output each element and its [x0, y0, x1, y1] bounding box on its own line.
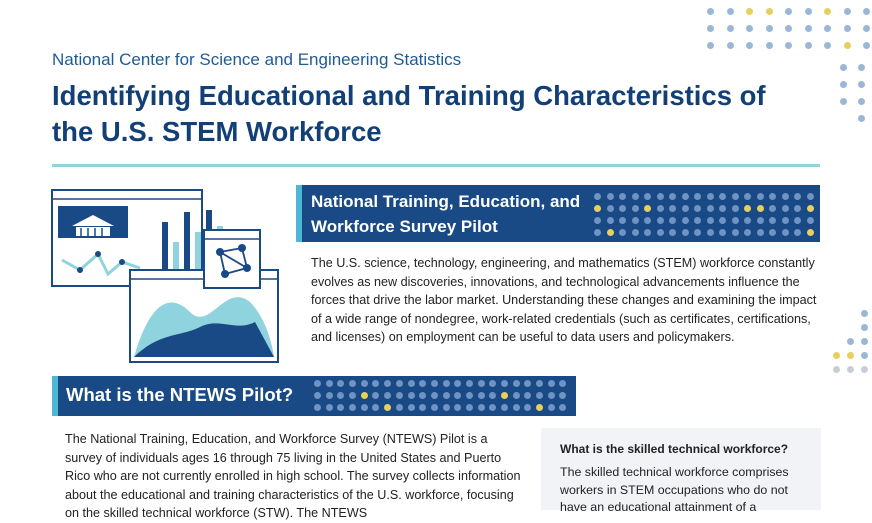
- decorative-dot: [707, 229, 714, 236]
- decorative-dot: [454, 392, 461, 399]
- decorative-dot: [757, 205, 764, 212]
- decorative-dot: [524, 380, 531, 387]
- decorative-dot: [536, 392, 543, 399]
- decorative-dot: [384, 392, 391, 399]
- decorative-dot: [384, 404, 391, 411]
- decorative-dot: [840, 98, 847, 105]
- decorative-dot: [326, 404, 333, 411]
- decorative-dot: [619, 205, 626, 212]
- decorative-dot: [489, 392, 496, 399]
- decorative-dot: [746, 42, 753, 49]
- decorative-dot: [396, 380, 403, 387]
- decorative-dot: [682, 193, 689, 200]
- decorative-dot: [707, 25, 714, 32]
- decorative-dot: [632, 193, 639, 200]
- decorative-dot: [847, 338, 854, 345]
- decorative-dot: [744, 217, 751, 224]
- decorative-dot: [840, 115, 847, 122]
- decorative-dot: [384, 380, 391, 387]
- decorative-dot: [719, 217, 726, 224]
- decorative-dot: [361, 404, 368, 411]
- decorative-dot: [727, 8, 734, 15]
- decorative-dot: [644, 229, 651, 236]
- decorative-dot: [782, 229, 789, 236]
- decorative-dot: [861, 310, 868, 317]
- decorative-dot: [408, 392, 415, 399]
- decorative-dot: [361, 392, 368, 399]
- decorative-dot: [707, 217, 714, 224]
- decorative-dot: [719, 229, 726, 236]
- decorative-dot: [782, 193, 789, 200]
- decorative-dot: [548, 404, 555, 411]
- decorative-dot: [727, 25, 734, 32]
- decorative-dot: [644, 217, 651, 224]
- decorative-dot: [594, 217, 601, 224]
- decorative-dot: [443, 380, 450, 387]
- decorative-dot: [619, 193, 626, 200]
- decorative-dot: [466, 380, 473, 387]
- decorative-dot: [314, 404, 321, 411]
- decorative-dot: [707, 205, 714, 212]
- section-banner-ntews-pilot: [296, 185, 820, 242]
- decorative-dot: [861, 324, 868, 331]
- decorative-dot: [833, 324, 840, 331]
- decorative-dot: [861, 366, 868, 373]
- decorative-dot: [682, 217, 689, 224]
- decorative-dot: [669, 205, 676, 212]
- decorative-dot: [824, 42, 831, 49]
- intro-paragraph: The U.S. science, technology, engineering, and mathematics (STEM) workforce constantly evolves as new discoveries, innovations, and technological advancements influence the forces that drive the labor market. Understanding these changes and examining the impact of a wide range of nondegree, work-related credentials (such as certificates, certifications, and licenses) on employment can be useful to data users and policymakers.: [311, 256, 817, 344]
- section-heading: National Training, Education, and Workforce Survey Pilot: [311, 192, 581, 236]
- decorative-dot: [408, 404, 415, 411]
- decorative-dot: [594, 205, 601, 212]
- decorative-dot: [431, 380, 438, 387]
- decorative-dot: [785, 25, 792, 32]
- decorative-dot: [326, 380, 333, 387]
- decorative-dot: [607, 193, 614, 200]
- decorative-dot: [766, 8, 773, 15]
- decorative-dot: [847, 366, 854, 373]
- decorative-dot: [489, 380, 496, 387]
- decorative-dot: [824, 8, 831, 15]
- decorative-dot: [707, 8, 714, 15]
- decorative-dot: [607, 229, 614, 236]
- banner-accent-bar: [52, 376, 58, 416]
- decorative-dot: [807, 205, 814, 212]
- decorative-dot: [466, 404, 473, 411]
- decorative-dot: [657, 193, 664, 200]
- decorative-dot: [833, 352, 840, 359]
- decorative-dot: [694, 205, 701, 212]
- page-title: Identifying Educational and Training Characteristics of the U.S. STEM Workforce: [52, 80, 766, 147]
- decorative-dot: [805, 25, 812, 32]
- decorative-dot: [419, 380, 426, 387]
- decorative-dot: [443, 404, 450, 411]
- decorative-dot: [669, 229, 676, 236]
- decorative-dot: [536, 404, 543, 411]
- decorative-dot: [326, 392, 333, 399]
- decorative-dot: [807, 229, 814, 236]
- decorative-dot: [513, 380, 520, 387]
- decorative-dot: [863, 42, 870, 49]
- decorative-dot: [785, 42, 792, 49]
- decorative-dot: [349, 392, 356, 399]
- decorative-dot: [559, 404, 566, 411]
- decorative-dot: [337, 404, 344, 411]
- decorative-dot-grid-top: [707, 8, 870, 49]
- sidebar-heading: What is the skilled technical workforce?: [560, 442, 789, 456]
- decorative-dot: [372, 392, 379, 399]
- decorative-dot: [396, 392, 403, 399]
- decorative-dot: [559, 380, 566, 387]
- decorative-dot: [844, 8, 851, 15]
- decorative-dot: [396, 404, 403, 411]
- decorative-dot: [805, 42, 812, 49]
- decorative-dot: [478, 392, 485, 399]
- title-divider: [52, 164, 820, 167]
- organization-name: National Center for Science and Engineering Statistics: [52, 50, 462, 69]
- decorative-dot: [419, 404, 426, 411]
- decorative-dot: [727, 42, 734, 49]
- decorative-dot: [361, 380, 368, 387]
- decorative-dot: [794, 193, 801, 200]
- decorative-dot: [858, 64, 865, 71]
- dashboard-illustration: [50, 182, 280, 367]
- decorative-dot: [501, 392, 508, 399]
- decorative-dot: [372, 404, 379, 411]
- decorative-dot: [769, 205, 776, 212]
- decorative-dot: [794, 229, 801, 236]
- decorative-dot: [478, 380, 485, 387]
- decorative-dot: [833, 366, 840, 373]
- decorative-dot: [644, 193, 651, 200]
- decorative-dot: [524, 404, 531, 411]
- decorative-dot: [732, 193, 739, 200]
- decorative-dot: [337, 380, 344, 387]
- decorative-dot: [847, 310, 854, 317]
- decorative-dot: [844, 42, 851, 49]
- decorative-dot: [805, 8, 812, 15]
- decorative-dot: [694, 229, 701, 236]
- decorative-dot: [669, 193, 676, 200]
- decorative-dot: [833, 338, 840, 345]
- decorative-dot: [682, 229, 689, 236]
- decorative-dot: [607, 205, 614, 212]
- decorative-dot: [844, 25, 851, 32]
- decorative-dot: [858, 81, 865, 88]
- decorative-dot: [478, 404, 485, 411]
- decorative-dot: [769, 229, 776, 236]
- decorative-dot: [501, 380, 508, 387]
- decorative-dot: [372, 380, 379, 387]
- decorative-dot: [513, 404, 520, 411]
- decorative-dot: [840, 64, 847, 71]
- decorative-dot: [669, 217, 676, 224]
- decorative-dot: [466, 392, 473, 399]
- decorative-dot: [454, 380, 461, 387]
- decorative-dot: [757, 229, 764, 236]
- decorative-dot: [536, 380, 543, 387]
- decorative-dot: [769, 193, 776, 200]
- decorative-dot: [408, 380, 415, 387]
- decorative-dot: [744, 193, 751, 200]
- decorative-dot: [682, 205, 689, 212]
- decorative-dot: [732, 229, 739, 236]
- decorative-dot: [431, 404, 438, 411]
- decorative-dot: [594, 229, 601, 236]
- decorative-dot: [732, 205, 739, 212]
- decorative-dot: [744, 205, 751, 212]
- decorative-dot: [707, 193, 714, 200]
- decorative-dot: [840, 81, 847, 88]
- decorative-dot: [548, 380, 555, 387]
- decorative-dot: [732, 217, 739, 224]
- decorative-dot: [746, 8, 753, 15]
- decorative-dot-grid-right: [840, 64, 865, 122]
- decorative-dot: [694, 217, 701, 224]
- decorative-dot: [707, 42, 714, 49]
- decorative-dot: [782, 217, 789, 224]
- decorative-dot: [314, 392, 321, 399]
- decorative-dot: [719, 205, 726, 212]
- decorative-dot: [782, 205, 789, 212]
- decorative-dot: [349, 404, 356, 411]
- decorative-dot: [619, 229, 626, 236]
- decorative-dot: [594, 193, 601, 200]
- sidebar-callout: [541, 428, 821, 514]
- decorative-dot: [314, 380, 321, 387]
- decorative-dot: [824, 25, 831, 32]
- decorative-dot: [757, 217, 764, 224]
- decorative-dot: [744, 229, 751, 236]
- banner-dot-pattern: [594, 193, 814, 236]
- sidebar-text: The skilled technical workforce comprises workers in STEM occupations who do not have an educational attainment of a: [560, 465, 789, 514]
- decorative-dot: [746, 25, 753, 32]
- decorative-dot: [694, 193, 701, 200]
- decorative-dot: [548, 392, 555, 399]
- decorative-dot: [861, 352, 868, 359]
- decorative-dot: [769, 217, 776, 224]
- decorative-dot: [863, 8, 870, 15]
- section-banner-what-is: [52, 376, 576, 416]
- decorative-dot: [607, 217, 614, 224]
- decorative-dot: [847, 352, 854, 359]
- decorative-dot: [719, 193, 726, 200]
- decorative-dot: [559, 392, 566, 399]
- decorative-dot: [863, 25, 870, 32]
- decorative-dot: [657, 217, 664, 224]
- banner-accent-bar: [296, 185, 302, 242]
- decorative-dot: [807, 217, 814, 224]
- decorative-dot: [807, 193, 814, 200]
- body-paragraph: The National Training, Education, and Workforce Survey (NTEWS) Pilot is a survey of individuals ages 16 through 75 living in the United States and Puerto Rico who are not currently enrolled in high school. The survey collects information about the educational and training characteristics of the U.S. workforce, focusing on the skilled technical workforce (STW). The NTEWS: [65, 432, 521, 520]
- decorative-dot: [757, 193, 764, 200]
- decorative-dot: [524, 392, 531, 399]
- decorative-dot: [489, 404, 496, 411]
- decorative-dot: [858, 98, 865, 105]
- decorative-dot: [766, 42, 773, 49]
- decorative-dot: [443, 392, 450, 399]
- decorative-dot: [501, 404, 508, 411]
- section-heading: What is the NTEWS Pilot?: [66, 384, 294, 405]
- decorative-dot: [419, 392, 426, 399]
- decorative-dot: [766, 25, 773, 32]
- decorative-dot: [644, 205, 651, 212]
- decorative-dot: [349, 380, 356, 387]
- decorative-dot: [513, 392, 520, 399]
- decorative-dot: [454, 404, 461, 411]
- decorative-dot: [833, 310, 840, 317]
- decorative-dot: [847, 324, 854, 331]
- decorative-dot: [632, 217, 639, 224]
- network-node-icon: [204, 230, 260, 288]
- decorative-dot: [619, 217, 626, 224]
- decorative-dot: [632, 229, 639, 236]
- decorative-dot: [657, 205, 664, 212]
- decorative-dot: [861, 338, 868, 345]
- decorative-dot: [431, 392, 438, 399]
- decorative-dot: [337, 392, 344, 399]
- decorative-dot-grid-right-middle: [833, 310, 868, 373]
- decorative-dot: [794, 217, 801, 224]
- decorative-dot: [858, 115, 865, 122]
- banner-dot-pattern: [314, 380, 566, 411]
- decorative-dot: [794, 205, 801, 212]
- decorative-dot: [632, 205, 639, 212]
- decorative-dot: [785, 8, 792, 15]
- decorative-dot: [657, 229, 664, 236]
